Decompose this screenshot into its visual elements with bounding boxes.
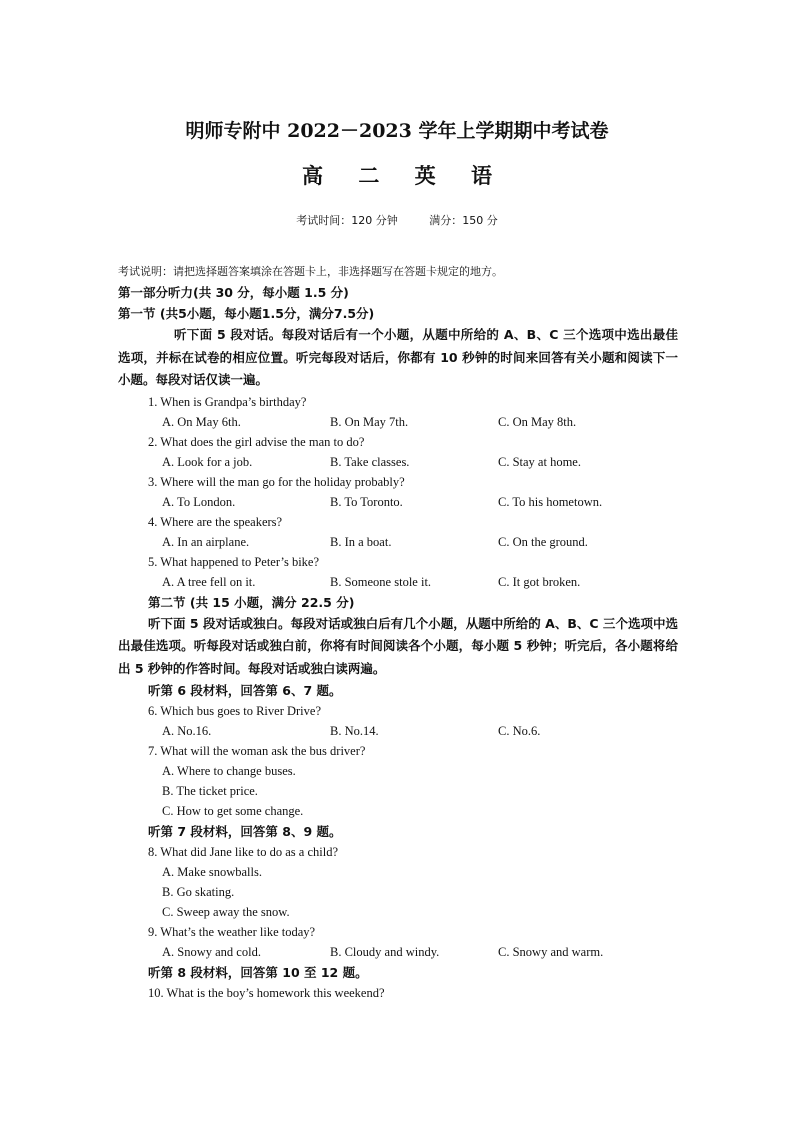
question-8: 8. What did Jane like to do as a child? — [148, 845, 338, 859]
question-10: 10. What is the boy’s homework this weekend? — [148, 986, 385, 1000]
option-b: B. In a boat. — [330, 534, 392, 549]
option-b: B. The ticket price. — [162, 784, 258, 798]
option-c: C. On May 8th. — [498, 414, 577, 429]
option-a: A. A tree fell on it. — [162, 574, 256, 589]
exam-title: 明师专附中 2022－2023 学年上学期期中考试卷 — [185, 120, 609, 142]
question-3: 3. Where will the man go for the holiday probably? — [148, 474, 405, 489]
section2-directions: 听下面 5 段对话或独白。每段对话或独白后有几个小题，从题中所给的 A、B、C 三个选项中选出最佳选项。听每段对话或独白前，你将有时间阅读各个小题，每小题 5 秒钟；听完后，各小题将给出 5 秒钟的作答时间。每段对话或独白读两遍。 — [118, 615, 678, 676]
option-b: B. Someone stole it. — [330, 574, 432, 589]
option-b: B. To Toronto. — [330, 494, 403, 509]
exam-meta — [0, 212, 794, 228]
option-c: C. On the ground. — [498, 534, 588, 549]
option-a: A. Where to change buses. — [162, 764, 296, 778]
option-a: A. No.16. — [162, 724, 212, 738]
exam-time: 考试时间：120 分钟 — [296, 214, 398, 227]
question-9: 9. What’s the weather like today? — [148, 925, 316, 939]
question-4: 4. Where are the speakers? — [148, 514, 283, 529]
option-b: B. No.14. — [330, 724, 379, 738]
question-4-options — [118, 532, 678, 552]
question-5-options — [118, 572, 678, 592]
part1-heading: 第一部分听力(共 30 分，每小题 1.5 分) — [118, 285, 349, 300]
option-a: A. On May 6th. — [162, 414, 241, 429]
section2-heading: 第二节 (共 15 小题，满分 22.5 分) — [148, 594, 355, 610]
exam-score: 满分：150 分 — [429, 214, 498, 227]
option-a: A. Snowy and cold. — [162, 945, 261, 959]
question-2: 2. What does the girl advise the man to do? — [148, 434, 365, 449]
exam-subject: 高 二 英 语 — [302, 163, 506, 188]
option-c: C. No.6. — [498, 724, 541, 738]
group8-heading: 听第 8 段材料，回答第 10 至 12 题。 — [148, 965, 368, 980]
option-b: B. Take classes. — [330, 454, 410, 469]
option-a: A. Look for a job. — [162, 454, 253, 469]
option-c: C. Snowy and warm. — [498, 945, 604, 959]
group6-heading: 听第 6 段材料，回答第 6、7 题。 — [148, 683, 342, 698]
option-a: A. Make snowballs. — [162, 865, 262, 879]
option-a: A. In an airplane. — [162, 534, 250, 549]
question-6-options — [118, 721, 678, 741]
question-9-options — [118, 942, 678, 962]
question-7: 7. What will the woman ask the bus driver? — [148, 744, 366, 758]
exam-content — [118, 262, 678, 1003]
question-6: 6. Which bus goes to River Drive? — [148, 704, 321, 718]
question-2-options — [118, 452, 678, 472]
section1-directions: 听下面 5 段对话。每段对话后有一个小题，从题中所给的 A、B、C 三个选项中选出最佳选项，并标在试卷的相应位置。听完每段对话后，你都有 10 秒钟的时间来回答有关小题和阅读下一小题。每段对话仅读一遍。 — [118, 327, 678, 387]
option-c: C. It got broken. — [498, 574, 581, 589]
section1-heading: 第一节 (共5小题，每小题1.5分，满分7.5分) — [118, 306, 375, 321]
group7-heading: 听第 7 段材料，回答第 8、9 题。 — [148, 824, 342, 839]
option-b: B. On May 7th. — [330, 414, 409, 429]
question-5: 5. What happened to Peter’s bike? — [148, 554, 320, 569]
question-1: 1. When is Grandpa’s birthday? — [148, 394, 307, 409]
option-c: C. Stay at home. — [498, 454, 581, 469]
question-1-options — [118, 412, 678, 432]
question-3-options — [118, 492, 678, 512]
option-c: C. To his hometown. — [498, 494, 603, 509]
option-c: C. How to get some change. — [162, 804, 304, 818]
option-b: B. Cloudy and windy. — [330, 945, 440, 959]
option-a: A. To London. — [162, 494, 236, 509]
instructions: 考试说明：请把选择题答案填涂在答题卡上，非选择题写在答题卡规定的地方。 — [118, 265, 503, 278]
option-c: C. Sweep away the snow. — [162, 905, 290, 919]
option-b: B. Go skating. — [162, 885, 235, 899]
